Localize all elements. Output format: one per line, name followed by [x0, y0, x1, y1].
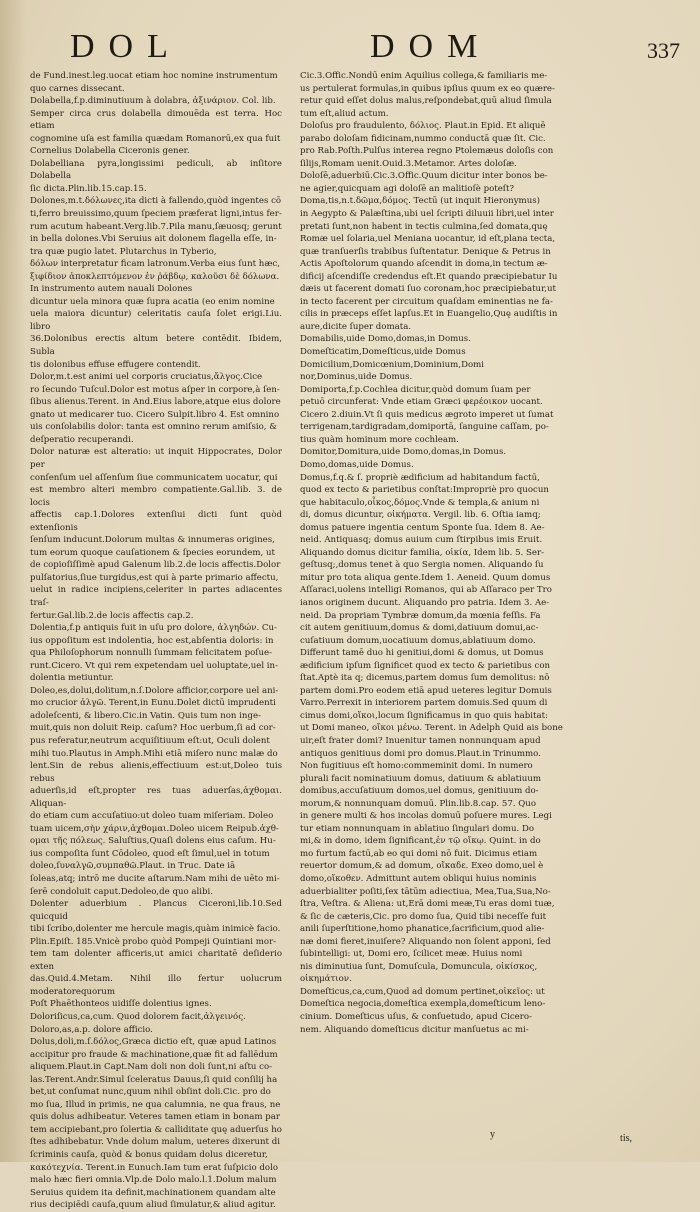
text-line: rius decipiēdi cauſa,quum aliud ſimulatur,& aliud agitur.	[30, 1200, 276, 1211]
text-line: tibi ſcribo,dolenter me hercule magis,quàm inimicè facio.	[30, 924, 281, 935]
text-line: Doleo,es,dolui,dolitum,n.ſ.Dolore afficior,corpore uel ani-	[30, 685, 279, 696]
text-line: in genere multi & hos incolas domuū poſuere mures. Legi	[300, 811, 552, 822]
text-line: geſtusq;,domus tenet à quo Sergia nomen. Aliquando ſu	[300, 560, 544, 571]
text-line: gnato ut medicarer tuo. Cicero Sulpit.libro 4. Est omnino	[30, 409, 280, 420]
text-line: δόλων interpretatur ficam latronum.Verba eius ſunt hæc,	[30, 259, 280, 270]
text-line: de Fund.inest.leg.uocat etiam hoc nomine instrumentum	[30, 71, 278, 81]
text-line: Doloſus pro fraudulento, δόλιος. Plaut.in Epid. Et aliquē	[300, 121, 546, 132]
text-line: malo hæc fieri omnia.Vlp.de Dolo malo.l.1.Dolum malum	[30, 1175, 277, 1186]
text-line: Dolor naturæ est alteratio: ut inquit Hippocrates, Dolor per	[30, 447, 282, 470]
text-line: Cic.3.Offic.Nondū enim Aquilius collega,& familiaris me-	[300, 71, 548, 81]
text-line: do etiam cum accuſatiuo:ut doleo tuam miſeriam. Doleo	[30, 811, 274, 822]
text-line: das.Quid.4.Metam. Nihil illo fertur uolucrum moderatorequorum	[30, 974, 282, 997]
text-line: anili ſuperſtitione,homo phanatice,ſacrificium,quod alie-	[300, 924, 545, 935]
text-line: Doloro,as,a.p. dolore afficio.	[30, 1024, 153, 1035]
text-line: Dolentia,f.p antiquis fuit in uſu pro dolore, ἀλγηδών. Cu-	[30, 623, 277, 634]
text-line: que habitaculo,οἶκος,δόμος.Vnde & templa,& anium ni	[300, 497, 540, 508]
text-line: ne agier,quicquam agi doloſē an malitioſè poteſt?	[300, 183, 515, 194]
text-line: adoleſcenti, & libero.Cic.in Vatin. Quis tum non inge-	[30, 710, 261, 721]
text-line: mo crucior ἀλγῶ. Terent,in Eunu.Dolet dictū imprudenti	[30, 698, 276, 709]
text-line: ομαι τῆς πόλεως. Saluſtius,Quaſi dolens eius caſum. Hu-	[30, 836, 276, 847]
text-line: ſilijs,Romam uenit.Ouid.3.Metamor. Artes doloſæ.	[300, 158, 517, 169]
text-line: ſtra, Veſtra. & Aliena: ut,Erā domi meæ,Tu eras domi tuæ,	[300, 899, 555, 910]
text-line: cuſatiuum domum,uocatiuum domus,ablatiuum domo.	[300, 635, 536, 646]
text-line: bet,ut conſumat nunc,quum nihil obſint doli.Cic. pro do	[30, 1087, 271, 1098]
text-line: Domicilium,Domicœnium,Dominium,Domi	[300, 359, 485, 370]
text-line: & ſic de cæteris,Cic. pro domo ſua, Quid tibi neceſſe fuit	[300, 911, 547, 922]
text-line: ſibus alienus.Terent. in And.Eius labore,atque eius dolore	[30, 397, 281, 408]
text-line: mitur pro tota aliqua gente.Idem 1. Aeneid. Quum domus	[300, 572, 551, 583]
text-line: mi,& in domo, idem ſignificant,ἐν τῷ οἴκῳ. Quint. in do	[300, 836, 541, 847]
text-line: deſperatio recuperandi.	[30, 434, 134, 445]
text-line: neid. Da propriam Tymbræ domum,da mœnia feſſis. Fa	[300, 610, 541, 621]
text-line: conſenſum uel aſſenſum ſiue communicatem uocatur, qui	[30, 472, 278, 483]
text-line: affectis cap.1.Dolores extenſiui dicti ſunt quòd extenſionis	[30, 510, 282, 533]
text-line: Domus,f.q.& ſ. propriè ædificium ad habitandum factū,	[300, 472, 540, 483]
text-line: ſenſum inducunt.Dolorum multas & innumeras origines,	[30, 535, 275, 546]
text-line: tra quæ pugio latet. Plutarchus in Tyberio,	[30, 246, 217, 257]
text-line: di, domus dicuntur, οἰκήματα. Vergil. lib. 6. Oſtia iamq;	[300, 510, 541, 521]
text-line: tum eorum quoque cauſationem & ſpecies eorundem, ut	[30, 547, 275, 558]
text-line: Aliquando domus dicitur familia, οἰκία, Idem lib. 5. Ser-	[300, 547, 545, 558]
text-line: cilis in præceps eſſet lapſus.Et in Euangelio,Quę audiſtis in	[300, 309, 558, 320]
text-line: doleo,ſυναλγῶ,συμπαθῶ.Plaut. in Truc. Date iā	[30, 861, 236, 872]
text-line: quæ tranſuerſis trabibus ſuſtentatur. Denique & Petrus in	[300, 246, 551, 257]
text-line: uir,eſt frater domi? Inuenitur tamen nonnunquam apud	[300, 735, 541, 746]
text-line: qua Philoſophorum nonnulli ſummam felicitatem poſue-	[30, 648, 272, 659]
text-line: quod ex tecto & parietibus conſtat:Impropriè pro quocun	[300, 485, 549, 496]
text-line: Dolabella,f.p.diminutiuum à dolabra, ἀξινάριον. Col. lib.	[30, 96, 276, 107]
text-line: Domo,domas,uide Domus.	[300, 459, 414, 470]
text-line: Aſſaraci,uolens intelligi Romanos, qui ab Aſſaraco per Tro	[300, 585, 552, 596]
text-line: petuō circunferat: Vnde etiam Græci φερέοικον uocant.	[300, 397, 543, 408]
text-line: aduerbialiter poſiti,ſex tātūm adiectiua, Mea,Tua,Sua,No-	[300, 886, 551, 897]
text-line: quis dolus adhibeatur. Veteres tamen etiam in bonam par	[30, 1112, 280, 1123]
text-line: tem tam dolenter afficeris,ut amici charitatē deſiderio exten	[30, 949, 282, 972]
text-line: lent.Sin de rebus alienis,effectiuum est:ut,Doleo tuis rebus	[30, 761, 282, 784]
text-line: aduerſis,id eſt,propter res tuas aduerſas,ἀχθομαι. Aliquan-	[30, 786, 282, 809]
text-line: Domiporta,f.p.Cochlea dicitur,quòd domum ſuam per	[300, 384, 531, 395]
text-line: Domeſticatim,Domeſticus,uide Domus	[300, 347, 466, 358]
text-line: pus referatur,neutrum acquiſitiuum eſt:ut, Oculi dolent	[30, 735, 270, 746]
text-line: aure,dicite ſuper domata.	[300, 321, 412, 332]
text-line: tur etiam nonnunquam in ablatiuo ſingulari domu. Do	[300, 823, 535, 834]
header-right-word: DOM	[370, 28, 492, 65]
text-line: aliquem.Plaut.in Capt.Nam doli non doli ſunt,ni aſtu co-	[30, 1062, 273, 1073]
text-line: uis conſolabilis dolor: tanta est omnino rerum amiſsio, &	[30, 422, 277, 433]
text-line: tem accipiebant,pro ſolertia & calliditate quę aduerſus ho	[30, 1124, 282, 1135]
text-line: parabo doloſam fidicinam,nummo conductā quæ ſit. Cic.	[300, 133, 546, 144]
text-line: domibus,accuſatiuum domos,uel domus, genitiuum do-	[300, 786, 539, 797]
text-line: ſerē condoluit caput.Dedoleo,de quo alibi.	[30, 886, 214, 897]
text-line: Actis Apoſtolorum quando aſcendit in doma,in tectum æ-	[300, 259, 548, 270]
text-line: Dolor,m.t.est animi uel corporis cruciatus,ἄλγος.Cice	[30, 372, 263, 383]
text-line: ſtat.Aptè ita q; dicemus,partem domus ſum demolitus: nō	[300, 673, 550, 684]
text-line: in tecto facerent per circuitum quaſdam eminentias ne fa-	[300, 296, 553, 307]
text-line: uelut in radice incipiens,celeriter in partes adiacentes traſ-	[30, 585, 282, 608]
text-line: Dolenter aduerbium . Plancus Ciceroni,lib.10.Sed quicquid	[30, 899, 282, 922]
text-line: Dolones,m.t.δόλωνες,ita dicti à fallendo,quòd ingentes cō	[30, 196, 282, 207]
right-column	[300, 70, 672, 1036]
text-line: Domitor,Domitura,uide Domo,domas,in Domus.	[300, 447, 507, 458]
text-line: 36.Dolonibus erectis altum betere contēdit. Ibidem, Subla	[30, 334, 282, 358]
text-line: us pertulerat formulas,in quibus ipſius quum ex eo quære-	[300, 83, 555, 94]
text-line: ti,ferro breuissimo,quum ſpeciem præferat ligni,intus fer-	[30, 209, 282, 220]
text-line: In instrumento autem nauali Dolones	[30, 284, 193, 295]
text-line: mo ſua, Illud in primis, ne qua calumnia, ne qua fraus, ne	[30, 1099, 281, 1110]
text-line: morum,& nonnunquam domuū. Plin.lib.8.cap. 57. Quo	[300, 798, 537, 809]
text-line: ius compoſita ſunt Cōdoleo, quod eſt ſimul,uel in totum	[30, 848, 270, 859]
text-line: runt.Cicero. Vt qui rem expetendam uel uoluptate,uel in-	[30, 660, 278, 671]
text-line: Romæ uel ſolaria,uel Meniana uocantur, id eſt,plana tecta,	[300, 234, 556, 245]
text-line: pretati ſunt,non habent in tectis culmina,ſed domata,quę	[300, 221, 548, 232]
text-line: est membro alteri membro compatiente.Gal.lib. 3. de locis	[30, 485, 282, 508]
text-line: cognomine uſa est familia quædam Romanorū,ex qua fuit	[30, 133, 281, 144]
text-line: in bella dolones.Vbi Seruius ait dolonem flagella eſſe, in-	[30, 234, 277, 245]
text-line: Domabilis,uide Domo,domas,in Domus.	[300, 334, 471, 345]
text-line: ut Domi maneo, οἴκοι μένω. Terent. in Adelph Quid ais bone	[300, 723, 563, 734]
text-line: dificij aſcendiſſe credendus eſt.Et quando præcipiebatur Iu	[300, 271, 558, 282]
text-line: muit,quis non doluit Reip. caſum? Hoc uerbum,ſi ad cor-	[30, 723, 276, 734]
text-line: Poſt Phaēthonteos uidiſſe dolentius ignes.	[30, 999, 212, 1010]
text-line: Doma,tis,n.t.δῶμα,δόμος. Tectū (ut inquit Hieronymus)	[300, 196, 541, 207]
text-line: ſoleas,atq; intrō me ducite aſtarum.Nam mihi de uēto mi-	[30, 874, 280, 884]
text-line: Dolus,doli,m.ſ.δόλος,Græca dictio eſt, quæ apud Latinos	[30, 1037, 277, 1048]
text-line: Differunt tamē duo hi genitiui,domi & domus, ut Domus	[300, 648, 544, 659]
text-line: uela maiora dicuntur) celeritatis cauſa ſolet erigi.Liu. libro	[30, 309, 282, 332]
text-line: mihi tuo.Plautus in Amph.Mihi etiā miſero nunc malæ do	[30, 748, 278, 759]
binding-shadow	[0, 0, 26, 1162]
text-line: pulſatorius,ſiue turgidus,est qui à parte primario affectu,	[30, 572, 279, 583]
text-line: ius oppoſitum est indolentia, hoc est,abſentia doloris: in	[30, 635, 274, 646]
text-line: ſcriminis cauſa, quòd & bonus quidam dolus diceretur,	[30, 1150, 268, 1161]
text-line: mo furtum factū,ab eo qui domi nō fuit. Dicimus etiam	[300, 848, 538, 859]
text-line: tum eſt,aliud actum.	[300, 108, 389, 119]
catchword: tis,	[620, 1133, 632, 1144]
text-line: dicuntur uela minora quæ ſupra acatia (eo enim nomine	[30, 296, 275, 307]
text-line: ξιφίδιον ἀποκλεπτόμενον ἐν ῥάβδῳ, καλοῦσι δὲ δόλωνα.	[30, 271, 280, 282]
text-line: Non fugitiuus eſt homo:commeminit domi. In numero	[300, 761, 533, 772]
text-line: nem. Aliquando domeſticus dicitur manſuetus ac mi-	[300, 1024, 529, 1035]
text-line: Domeſticus,ca,cum,Quod ad domum pertinet,οἰκεῖος: ut	[300, 986, 545, 997]
signature-mark: y	[490, 1129, 495, 1140]
text-line: pro Rab.Poſth.Pulſus interea regno Ptolemæus doloſis con	[300, 146, 554, 157]
text-line: domus patuere ingentia centum Sponte ſua. Idem 8. Ae-	[300, 522, 545, 533]
text-line: ſic dicta.Plin.lib.15.cap.15.	[30, 183, 147, 194]
text-line: rum acutum habeant.Verg.lib.7.Pila manu,ſæuosq; gerunt	[30, 221, 282, 232]
text-line: cimus domi,οἴκοι,locum ſignificamus in quo quis habitat:	[300, 710, 548, 721]
text-line: fertur.Gal.lib.2.de locis affectis cap.2.	[30, 610, 194, 621]
text-line: Plin.Epiſt. 185.Vnicè probo quòd Pompeji Quintiani mor-	[30, 936, 277, 947]
text-line: ſubintelligi: ut, Domi ero, ſcilicet meæ. Huius nomi	[300, 949, 523, 960]
text-line: plurali facit nominatiuum domus, datiuum & ablatiuum	[300, 773, 542, 784]
text-line: Varro.Perrexit in interiorem partem domuis.Sed quum di	[300, 698, 548, 709]
text-line: reuertor domum,& ad domum, οἴκαδε. Exeo domo,uel è	[300, 861, 544, 872]
text-line: ianos originem ducunt. Aliquando pro patria. Idem 3. Ae-	[300, 597, 550, 608]
text-line: οἰκημάτιον.	[300, 974, 352, 985]
text-line: κακότεχνία. Terent.in Eunuch.Iam tum erat ſuſpicio dolo	[30, 1162, 279, 1173]
text-line: ro ſecundo Tuſcul.Dolor est motus aſper in corpore,à ſen-	[30, 384, 280, 395]
text-line: dolentia metiuntur.	[30, 673, 114, 684]
text-line: nor,Dominus,uide Domus.	[300, 372, 413, 383]
text-line: partem domi.Pro eodem etiā apud ueteres legitur Domuis	[300, 685, 552, 696]
text-line: nis diminutiua ſunt, Domuſcula, Domuncula, οἰκίσκος,	[300, 961, 538, 972]
text-line: ædificium ipſum ſignificet quod ex tecto & parietibus con	[300, 660, 551, 671]
text-line: ſtes adhibebatur. Vnde dolum malum, ueteres dixerunt di	[30, 1137, 280, 1148]
text-line: Doloſē,aduerbiū.Cic.3.Offic.Quum dicitur inter bonos be-	[300, 171, 548, 182]
text-line: in Aegypto & Palæſtina,ubi uel ſcripti diluuii libri,uel inter	[300, 209, 554, 220]
text-line: Dolabelliana pyra,longissimi pediculi, ab inſitore Dolabella	[30, 158, 282, 182]
left-column	[30, 70, 282, 1212]
text-line: las.Terent.Andr.Simul ſceleratus Dauus,ſi quid conſilij ha	[30, 1074, 278, 1085]
text-line: tius quàm hominum more cochleam.	[300, 434, 459, 445]
text-line: cit autem genitiuum,domus & domi,datiuum domui,ac-	[300, 623, 539, 634]
header-left-word: DOL	[70, 28, 182, 65]
text-line: Cornelius Dolabella Ciceronis gener.	[30, 146, 190, 157]
text-line: Seruius quidem ita definit,machinationem quandam alte	[30, 1187, 276, 1198]
text-line: neid. Antiquasq; domus auium cum ſtirpibus imis Eruit.	[300, 535, 543, 546]
page-number: 337	[647, 38, 680, 63]
text-line: quo carnes dissecant.	[30, 83, 125, 94]
text-line: terrigenam,tardigradam,domiportā, ſanguine caſſam, po-	[300, 422, 549, 433]
text-line: antiquos genitiuus domi pro domus.Plaut.in Trinummo.	[300, 748, 541, 759]
text-line: Domeſtica negocia,domeſtica exempla,domeſticum leno-	[300, 999, 546, 1010]
text-line: Doloriſicus,ca,cum. Quod dolorem facit,ἀλγεινός.	[30, 1012, 246, 1023]
text-line: tuam uicem,σὴν χάριν,ἀχθομαι.Doleo uicem Reipub.ἀχθ-	[30, 823, 279, 834]
text-line: de copioſiſſimè apud Galenum lib.2.de locis affectis.Dolor	[30, 560, 281, 571]
text-line: domo,οἴκοθεν. Admittunt autem obliqui huius nominis	[300, 874, 537, 884]
text-line: Cicero 2.diuin.Vt ſi quis medicus ægroto imperet ut ſumat	[300, 409, 554, 420]
text-line: næ domi fieret,inuiſere? Aliquando non ſolent apponi, ſed	[300, 936, 551, 947]
text-line: accipitur pro fraude & machinatione,quæ fit ad fallēdum	[30, 1049, 278, 1060]
text-line: dæis ut facerent domati ſuo coronam,hoc præcipiebatur,ut	[300, 284, 556, 295]
text-line: retur quid eſſet dolus malus,reſpondebat,quū aliud ſimula	[300, 96, 552, 107]
text-line: tis dolonibus effuse effugere contendit.	[30, 359, 201, 370]
text-line: Semper circa crus dolabella dimouēda est terra. Hoc etiam	[30, 108, 282, 132]
text-line: cinium. Domeſticus uſus, & conſuetudo, apud Cicero-	[300, 1012, 532, 1023]
